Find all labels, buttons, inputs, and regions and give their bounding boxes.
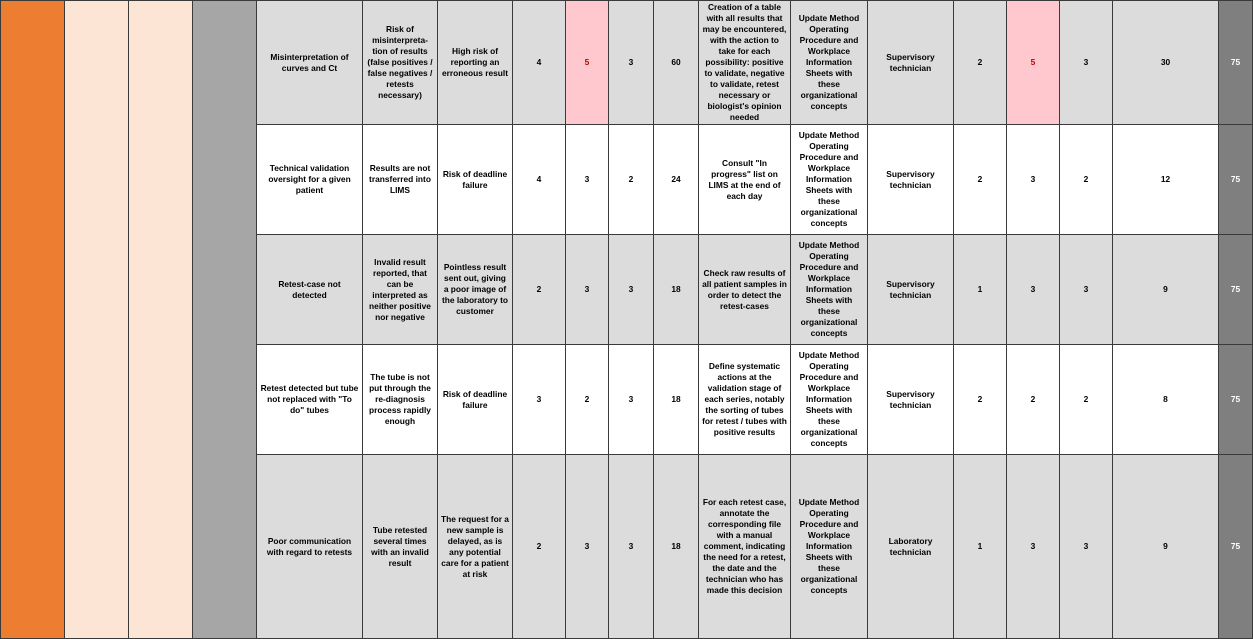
failure-mode-cell: Poor communication with regard to retests: [257, 455, 363, 639]
corrective-action-cell: Creation of a table with all results that may be encountered, with the action to take for each possibility: positive to validate, negative to validate, retest necessary or biologist's opinion needed: [699, 1, 791, 125]
residual-frequency-cell: 3: [1007, 455, 1060, 639]
responsible-cell: Laboratory technician: [868, 455, 954, 639]
residual-severity-cell: 1: [954, 455, 1007, 639]
method-cell: Update Method Operating Procedure and Workplace Information Sheets with these organizational concepts: [791, 235, 868, 345]
detection-cell: 3: [609, 345, 654, 455]
failure-mode-cell: Retest-case not detected: [257, 235, 363, 345]
failure-mode-cell: Retest detected but tube not replaced with "To do" tubes: [257, 345, 363, 455]
responsible-cell: Supervisory technician: [868, 1, 954, 125]
corrective-action-cell: Consult "In progress" list on LIMS at the end of each day: [699, 125, 791, 235]
residual-detection-cell: 3: [1060, 455, 1113, 639]
residual-criticality-cell: 9: [1113, 455, 1219, 639]
criticality-cell: 60: [654, 1, 699, 125]
residual-criticality-cell: 9: [1113, 235, 1219, 345]
method-cell: Update Method Operating Procedure and Workplace Information Sheets with these organizational concepts: [791, 125, 868, 235]
severity-cell: 2: [513, 455, 566, 639]
step-band: [193, 1, 257, 639]
end-value-cell: 75: [1219, 345, 1253, 455]
failure-mode-cell: Misinterpretation of curves and Ct: [257, 1, 363, 125]
cause-cell: Risk of misinterpreta-tion of results (false positives / false negatives / retests necessary): [363, 1, 438, 125]
residual-frequency-cell-highlight: 5: [1007, 1, 1060, 125]
responsible-cell: Supervisory technician: [868, 235, 954, 345]
subprocess-band-2: [129, 1, 193, 639]
effect-cell: Risk of deadline failure: [438, 125, 513, 235]
frequency-cell: 3: [566, 235, 609, 345]
detection-cell: 3: [609, 455, 654, 639]
residual-frequency-cell: 3: [1007, 235, 1060, 345]
process-band: [1, 1, 65, 639]
responsible-cell: Supervisory technician: [868, 125, 954, 235]
severity-cell: 4: [513, 125, 566, 235]
criticality-cell: 18: [654, 235, 699, 345]
effect-cell: High risk of reporting an erroneous result: [438, 1, 513, 125]
end-value-cell: 75: [1219, 455, 1253, 639]
subprocess-band: [65, 1, 129, 639]
detection-cell: 2: [609, 125, 654, 235]
residual-detection-cell: 2: [1060, 125, 1113, 235]
detection-cell: 3: [609, 1, 654, 125]
residual-severity-cell: 2: [954, 1, 1007, 125]
responsible-cell: Supervisory technician: [868, 345, 954, 455]
frequency-cell-highlight: 5: [566, 1, 609, 125]
corrective-action-cell: Check raw results of all patient samples in order to detect the retest-cases: [699, 235, 791, 345]
cause-cell: Tube retested several times with an invalid result: [363, 455, 438, 639]
frequency-cell: 2: [566, 345, 609, 455]
severity-cell: 3: [513, 345, 566, 455]
cause-cell: Results are not transferred into LIMS: [363, 125, 438, 235]
frequency-cell: 3: [566, 125, 609, 235]
criticality-cell: 18: [654, 455, 699, 639]
severity-cell: 4: [513, 1, 566, 125]
residual-severity-cell: 2: [954, 125, 1007, 235]
end-value-cell: 75: [1219, 1, 1253, 125]
criticality-cell: 18: [654, 345, 699, 455]
residual-detection-cell: 3: [1060, 235, 1113, 345]
corrective-action-cell: For each retest case, annotate the corresponding file with a manual comment, indicating the need for a retest, the date and the technician who has made this decision: [699, 455, 791, 639]
criticality-cell: 24: [654, 125, 699, 235]
residual-criticality-cell: 12: [1113, 125, 1219, 235]
corrective-action-cell: Define systematic actions at the validation stage of each series, notably the sorting of tubes for retest / tubes with positive results: [699, 345, 791, 455]
end-value-cell: 75: [1219, 125, 1253, 235]
method-cell: Update Method Operating Procedure and Workplace Information Sheets with these organizational concepts: [791, 1, 868, 125]
severity-cell: 2: [513, 235, 566, 345]
method-cell: Update Method Operating Procedure and Workplace Information Sheets with these organizational concepts: [791, 345, 868, 455]
residual-severity-cell: 1: [954, 235, 1007, 345]
cause-cell: Invalid result reported, that can be interpreted as neither positive nor negative: [363, 235, 438, 345]
residual-criticality-cell: 30: [1113, 1, 1219, 125]
residual-frequency-cell: 2: [1007, 345, 1060, 455]
failure-mode-cell: Technical validation oversight for a given patient: [257, 125, 363, 235]
table-row: [1, 1, 1253, 125]
method-cell: Update Method Operating Procedure and Workplace Information Sheets with these organizational concepts: [791, 455, 868, 639]
effect-cell: The request for a new sample is delayed, as is any potential care for a patient at risk: [438, 455, 513, 639]
effect-cell: Pointless result sent out, giving a poor image of the laboratory to customer: [438, 235, 513, 345]
detection-cell: 3: [609, 235, 654, 345]
cause-cell: The tube is not put through the re-diagnosis process rapidly enough: [363, 345, 438, 455]
residual-criticality-cell: 8: [1113, 345, 1219, 455]
residual-detection-cell: 3: [1060, 1, 1113, 125]
end-value-cell: 75: [1219, 235, 1253, 345]
residual-detection-cell: 2: [1060, 345, 1113, 455]
effect-cell: Risk of deadline failure: [438, 345, 513, 455]
residual-severity-cell: 2: [954, 345, 1007, 455]
residual-frequency-cell: 3: [1007, 125, 1060, 235]
frequency-cell: 3: [566, 455, 609, 639]
